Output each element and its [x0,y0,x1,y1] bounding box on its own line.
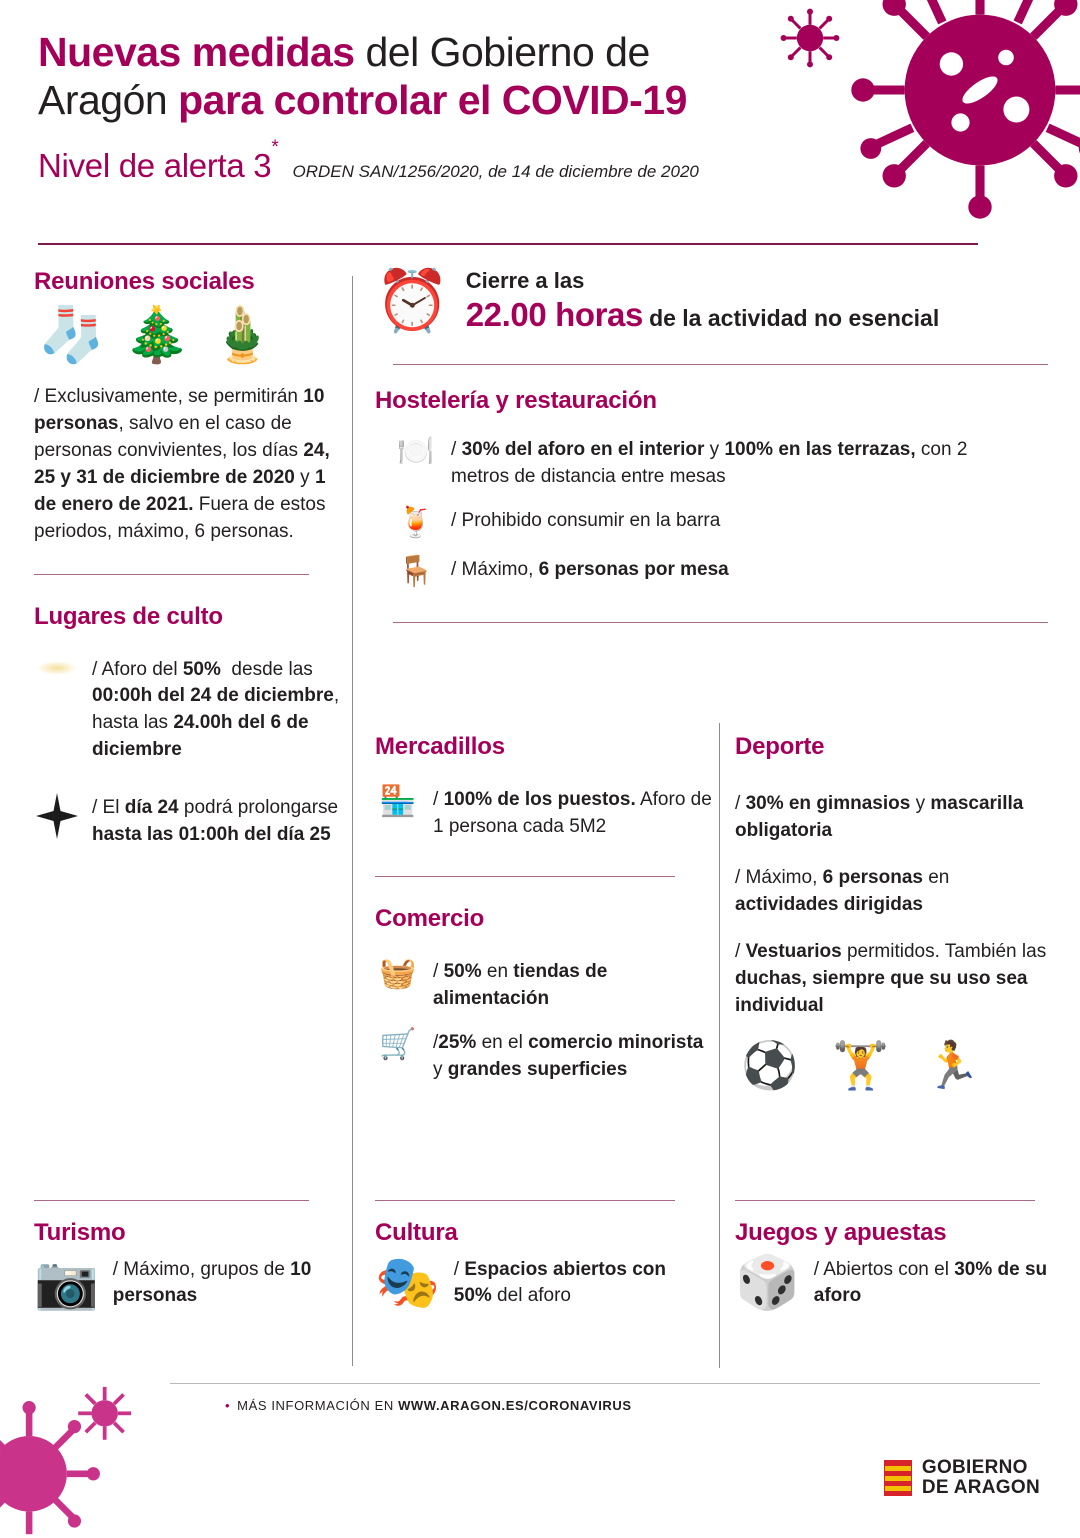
food-tray-icon: 🍽️ [397,435,435,468]
hosteleria-item-2-text: / Prohibido consumir en la barra [451,510,721,532]
section-title-cultura: Cultura [375,1219,458,1246]
alert-level-asterisk: * [271,136,279,158]
divider-left-1 [34,574,309,575]
divider-mid-3 [375,876,675,877]
camera-icon: 📷 [34,1254,99,1313]
header-divider [38,243,978,245]
juegos-item [735,1254,1055,1313]
section-title-comercio: Comercio [375,905,485,933]
closing-line-2 [466,296,940,334]
virus-illustration-large [850,0,1080,220]
page-title [38,28,868,76]
alarm-clock-icon: ⏰ [375,267,450,334]
closing-hours-text [466,268,940,334]
hosteleria-item-1 [393,435,1047,490]
shopping-cart-icon: 🛒 [379,1028,417,1062]
divider-mid-2 [393,622,1048,623]
alert-level-text: Nivel de alerta 3 [38,146,272,184]
culto-item-2 [34,793,344,848]
sock-icon: 🧦 [38,305,106,365]
alert-level-row [38,136,868,185]
closing-rest-text: de la actividad no esencial [649,305,940,331]
culto-item-1-text: / Aforo del 50% desde las 00:00h del 24 de diciembre, hasta las 24.00h del 6 de diciembre [92,658,340,760]
bottom-row [0,1200,1080,1350]
theater-masks-icon: 🎭 [375,1254,440,1313]
section-title-juegos: Juegos y apuestas [735,1219,947,1246]
bottom-col-cultura [375,1200,705,1313]
divider-bottom-3 [735,1200,1035,1201]
turismo-item [34,1254,344,1313]
government-logo-text [922,1458,1040,1498]
culto-item-2-text: / El día 24 podrá prolongarse hasta las 01:00h del día 25 [92,797,339,845]
cultura-text: / Espacios abiertos con 50% del aforo [453,1259,666,1307]
footer-info [225,1398,632,1413]
column-left [34,268,344,864]
hosteleria-item-3-text: / Máximo, 6 personas por mesa [451,559,729,581]
section-title-deporte: Deporte [735,733,825,760]
christmas-tree-icon: 🎄 [123,305,191,365]
section-title-culto: Lugares de culto [34,602,223,630]
column-right [735,733,1050,1093]
page-title-second-line [38,76,868,124]
footer-bullet: • [225,1398,231,1413]
market-stall-icon: 🏪 [379,785,417,818]
divider-bottom-1 [34,1200,309,1201]
reuniones-text: / Exclusivamente, se permitirán 10 personas, salvo en el caso de personas convivientes, los días 24, 25 y 31 de diciembre de 2020 y 1 de enero de 2021. Fuera de estos periodos, máximo, 6 personas. [34,386,330,542]
comercio-item-1 [375,957,715,1012]
virus-illustration-bottom [0,1368,160,1538]
cocktail-icon: 🍹 [397,506,435,540]
dice-icon: 🎲 [735,1254,800,1313]
closing-hours-block [375,268,1047,334]
deporte-item-2-text: / Máximo, 6 personas en actividades dirigidas [735,866,950,915]
title-part-1: Nuevas medidas [38,29,355,75]
culto-item-1 [34,655,344,763]
comercio-item-1-text: / 50% en tiendas de alimentación [433,961,608,1009]
logo-line-2: DE ARAGON [921,1476,1040,1498]
aragon-flag-icon [884,1460,912,1496]
shopping-basket-icon: 🧺 [379,957,417,991]
footer-divider [170,1383,1040,1384]
deporte-item-1-text: / 30% en gimnasios y mascarilla obligatoria [735,793,1024,841]
title-part-2: del Gobierno de [354,29,650,75]
turismo-text: / Máximo, grupos de 10 personas [112,1259,312,1307]
alert-level-label [38,136,279,185]
footer-info-prefix: MÁS INFORMACIÓN EN [237,1398,399,1413]
bottom-col-turismo [34,1200,344,1313]
mercadillos-item-1 [375,785,715,840]
hosteleria-item-2 [393,506,1047,539]
title-part-4: para controlar el COVID-19 [178,77,687,124]
bottom-col-juegos [735,1200,1055,1313]
deporte-item-3-text: / Vestuarios permitidos. También las duchas, siempre que su uso sea individual [735,940,1047,1016]
document-header [38,28,868,185]
comercio-item-2-text: /25% en el comercio minorista y grandes superficies [433,1032,704,1080]
divider-bottom-2 [375,1200,675,1201]
juegos-text: / Abiertos con el 30% de su aforo [813,1259,1048,1307]
section-title-hosteleria: Hostelería y restauración [375,387,657,414]
section-title-turismo: Turismo [34,1219,126,1246]
hosteleria-item-1-text: / 30% del aforo en el interior y 100% en las terrazas, con 2 metros de distancia entre mesas [451,439,968,487]
light-ray-icon [34,655,80,688]
ornament-icon: 🎍 [208,305,276,365]
hosteleria-item-3 [393,555,1047,588]
logo-line-1: GOBIERNO [921,1457,1028,1478]
divider-mid-1 [393,364,1048,365]
comercio-item-2 [375,1028,715,1083]
section-title-mercadillos: Mercadillos [375,733,505,760]
mercadillos-item-1-text: / 100% de los puestos. Aforo de 1 persona cada 5M2 [433,789,712,837]
closing-line-1: Cierre a las [465,268,585,293]
table-chairs-icon: 🪑 [397,555,435,589]
order-reference: ORDEN SAN/1256/2020, de 14 de diciembre de 2020 [292,161,699,181]
government-logo [884,1458,1040,1498]
soccer-ball-icon: ⚽ [741,1038,799,1091]
weightlifter-icon: 🏋️ [832,1038,890,1091]
footer-url[interactable]: WWW.ARAGON.ES/CORONAVIRUS [398,1398,632,1413]
deporte-emoji-row [741,1038,1050,1093]
section-title-reuniones: Reuniones sociales [34,268,255,295]
top-right-block [375,268,1047,623]
runner-icon: 🏃 [923,1038,981,1091]
star-burst-icon [34,793,80,846]
reuniones-emoji-row [38,305,344,365]
column-middle [375,733,715,1100]
title-part-3: Aragón [38,77,179,124]
closing-hours-value: 22.00 horas [465,296,643,333]
cultura-item [375,1254,705,1313]
